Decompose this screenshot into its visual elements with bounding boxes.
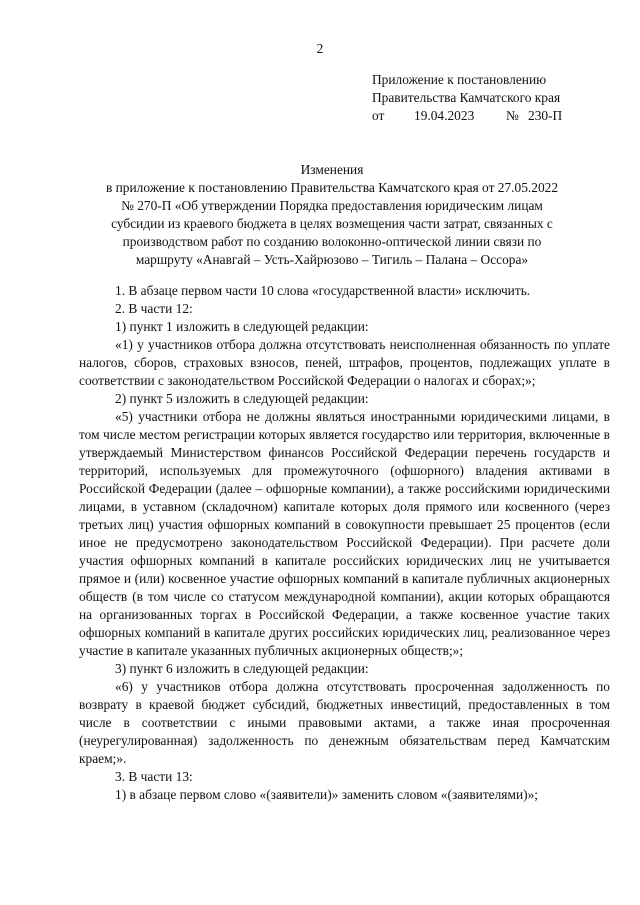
appendix-date-line <box>372 107 612 125</box>
paragraph-8: «6) у участников отбора должна отсутствовать просроченная задолженность по возврату в краевой бюджет субсидий, бюджетных инвестиций, предоставленных в том числе в соответствии с иными правовыми актами, а также иная просроченная (неурегулированная) задолженность по денежным обязательствам перед Камчатским краем;». <box>79 679 610 766</box>
appendix-from-label: от <box>372 108 385 123</box>
paragraph-5: 2) пункт 5 изложить в следующей редакции: <box>115 391 369 406</box>
document-title <box>72 161 592 269</box>
paragraph-6: «5) участники отбора не должны являться иностранными юридическими лицами, в том числе местом регистрации которых является государство или территория, включенные в утверждаемый Министерством финансов Российской Федерации перечень государств и территорий, используемых для промежуточного (офшорного) владения активами в Российской Федерации (далее – офшорные компании), а также российскими юридическими лицами, в уставном (складочном) капитале которых доля прямого или косвенного (через третьих лиц) участия офшорных компаний в совокупности превышает 25 процентов (если иное не предусмотрено законодательством Российской Федерации). При расчете доли участия офшорных компаний в капитале российских юридических лиц не учитывается прямое и (или) косвенное участие офшорных компаний в капитале публичных акционерных обществ (в том числе со статусом международной компании), акции которых обращаются на организованных торгах в Российской Федерации, а также косвенное участие таких офшорных компаний в капитале других российских юридических лиц, реализованное через участие в капитале указанных публичных акционерных обществ;»; <box>79 409 610 658</box>
paragraph-4: «1) у участников отбора должна отсутствовать неисполненная обязанность по уплате налогов, сборов, страховых взносов, пеней, штрафов, процентов, подлежащих уплате в соответствии с законодательством Российской Федерации о налогах и сборах;»; <box>79 337 610 388</box>
appendix-date: 19.04.2023 <box>414 108 475 123</box>
paragraph-9: 3. В части 13: <box>115 769 193 784</box>
title-caption: Изменения <box>300 162 364 177</box>
body-text <box>79 282 610 804</box>
paragraph-7: 3) пункт 6 изложить в следующей редакции: <box>115 661 369 676</box>
appendix-number: 230-П <box>528 108 563 123</box>
page-number: 2 <box>316 41 324 56</box>
paragraph-3: 1) пункт 1 изложить в следующей редакции: <box>115 319 369 334</box>
paragraph-2: 2. В части 12: <box>115 301 193 316</box>
appendix-header <box>372 71 612 125</box>
title-line-4: производством работ по созданию волоконно-оптической линии связи по <box>122 234 542 249</box>
appendix-line-2: Правительства Камчатского края <box>372 90 561 105</box>
appendix-number-label: № <box>506 108 519 123</box>
title-line-5: маршруту «Анавгай – Усть-Хайрюзово – Тигиль – Палана – Оссора» <box>135 252 529 267</box>
appendix-line-1: Приложение к постановлению <box>372 72 547 87</box>
paragraph-1: 1. В абзаце первом части 10 слова «государственной власти» исключить. <box>115 283 531 298</box>
title-line-1: в приложение к постановлению Правительства Камчатского края от 27.05.2022 <box>105 180 559 195</box>
title-line-2: № 270-П «Об утверждении Порядка предоставления юридическим лицам <box>121 198 543 213</box>
title-line-3: субсидии из краевого бюджета в целях возмещения части затрат, связанных с <box>111 216 553 231</box>
paragraph-10: 1) в абзаце первом слово «(заявители)» заменить словом «(заявителями)»; <box>115 787 538 802</box>
